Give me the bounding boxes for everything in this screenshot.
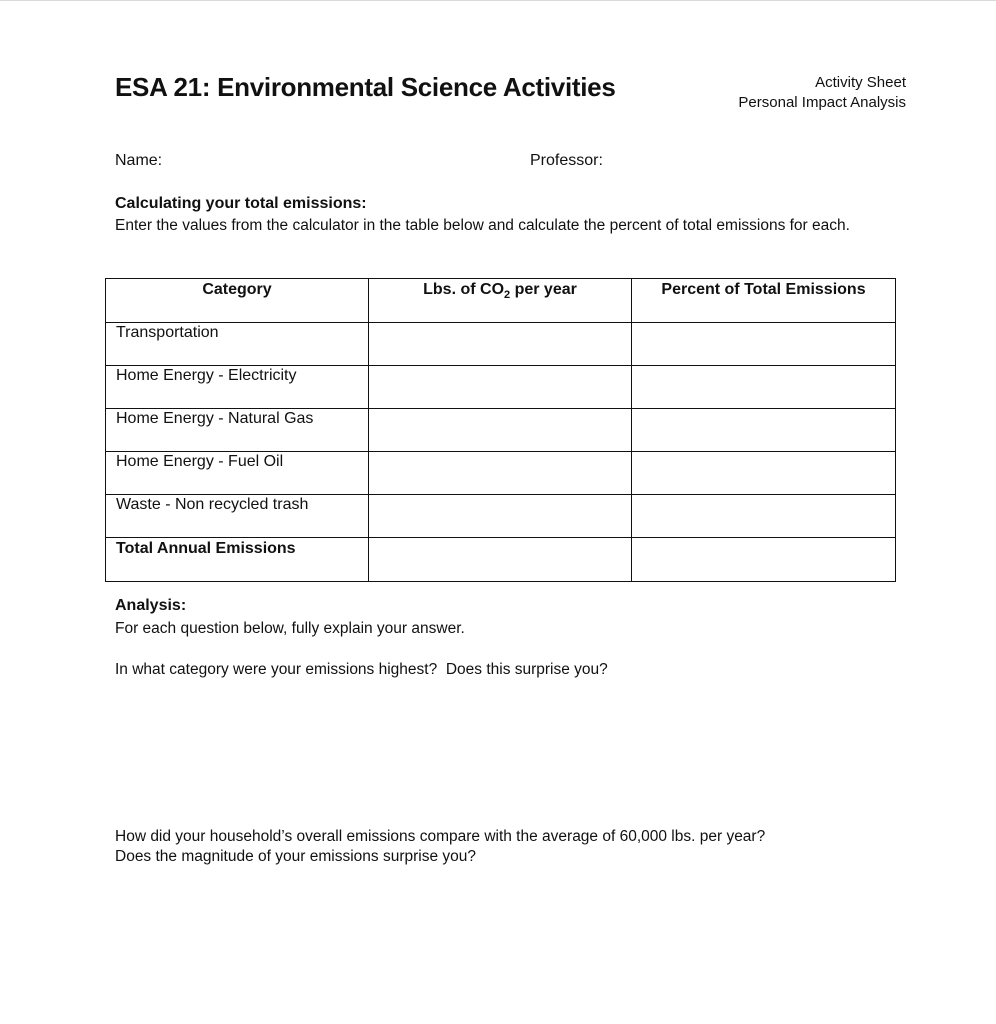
table-row bbox=[106, 452, 896, 495]
table-row bbox=[106, 409, 896, 452]
lbs-input-cell[interactable] bbox=[369, 409, 632, 452]
header-category: Category bbox=[106, 279, 369, 323]
lbs-input-cell[interactable] bbox=[369, 452, 632, 495]
lbs-value[interactable] bbox=[369, 323, 631, 364]
total-lbs-input-cell[interactable] bbox=[369, 538, 632, 582]
lbs-input-cell[interactable] bbox=[369, 366, 632, 409]
row-category: Transportation bbox=[106, 323, 369, 366]
name-label: Name: bbox=[115, 152, 163, 169]
percent-input-cell[interactable] bbox=[632, 495, 896, 538]
lbs-input-cell[interactable] bbox=[369, 495, 632, 538]
analysis-heading: Analysis: bbox=[115, 597, 187, 614]
total-category: Total Annual Emissions bbox=[106, 538, 369, 582]
lbs-input-cell[interactable] bbox=[369, 323, 632, 366]
table-row bbox=[106, 366, 896, 409]
row-category: Home Energy - Fuel Oil bbox=[106, 452, 369, 495]
percent-input-cell[interactable] bbox=[632, 366, 896, 409]
table-row bbox=[106, 495, 896, 538]
lbs-value[interactable] bbox=[369, 495, 631, 536]
header-percent: Percent of Total Emissions bbox=[632, 279, 896, 323]
percent-value[interactable] bbox=[632, 366, 895, 407]
percent-value[interactable] bbox=[632, 323, 895, 364]
sheet-name: Personal Impact Analysis bbox=[738, 94, 906, 111]
calculation-instructions: Enter the values from the calculator in the table below and calculate the percent of total emissions for each. bbox=[115, 217, 850, 234]
table-row bbox=[106, 323, 896, 366]
sheet-type: Activity Sheet bbox=[815, 74, 906, 91]
header-lbs-co2 bbox=[369, 279, 632, 323]
calculation-heading: Calculating your total emissions: bbox=[115, 195, 367, 212]
analysis-instructions: For each question below, fully explain your answer. bbox=[115, 620, 465, 637]
professor-label: Professor: bbox=[530, 152, 603, 169]
row-category: Waste - Non recycled trash bbox=[106, 495, 369, 538]
emissions-table bbox=[105, 278, 896, 582]
header-lbs-subscript: 2 bbox=[504, 289, 511, 302]
page-top-border bbox=[0, 0, 996, 1]
total-row bbox=[106, 538, 896, 582]
total-percent-input-cell[interactable] bbox=[632, 538, 896, 582]
lbs-value[interactable] bbox=[369, 366, 631, 407]
percent-value[interactable] bbox=[632, 409, 895, 450]
percent-input-cell[interactable] bbox=[632, 323, 896, 366]
document-title: ESA 21: Environmental Science Activities bbox=[115, 72, 616, 102]
row-category: Home Energy - Electricity bbox=[106, 366, 369, 409]
question-2-line-2: Does the magnitude of your emissions surprise you? bbox=[115, 848, 476, 865]
percent-value[interactable] bbox=[632, 452, 895, 493]
sheet-header bbox=[738, 73, 906, 113]
total-lbs-value[interactable] bbox=[369, 538, 631, 579]
question-2-line-1: How did your household’s overall emissions compare with the average of 60,000 lbs. per year? bbox=[115, 828, 766, 845]
table-header-row bbox=[106, 279, 896, 323]
question-2 bbox=[115, 827, 765, 867]
header-lbs-suffix: per year bbox=[510, 281, 577, 298]
lbs-value[interactable] bbox=[369, 409, 631, 450]
percent-input-cell[interactable] bbox=[632, 409, 896, 452]
percent-input-cell[interactable] bbox=[632, 452, 896, 495]
header-lbs-prefix: Lbs. of CO bbox=[423, 281, 505, 298]
lbs-value[interactable] bbox=[369, 452, 631, 493]
total-percent-value[interactable] bbox=[632, 538, 895, 579]
question-1: In what category were your emissions highest? Does this surprise you? bbox=[115, 661, 608, 678]
row-category: Home Energy - Natural Gas bbox=[106, 409, 369, 452]
percent-value[interactable] bbox=[632, 495, 895, 536]
